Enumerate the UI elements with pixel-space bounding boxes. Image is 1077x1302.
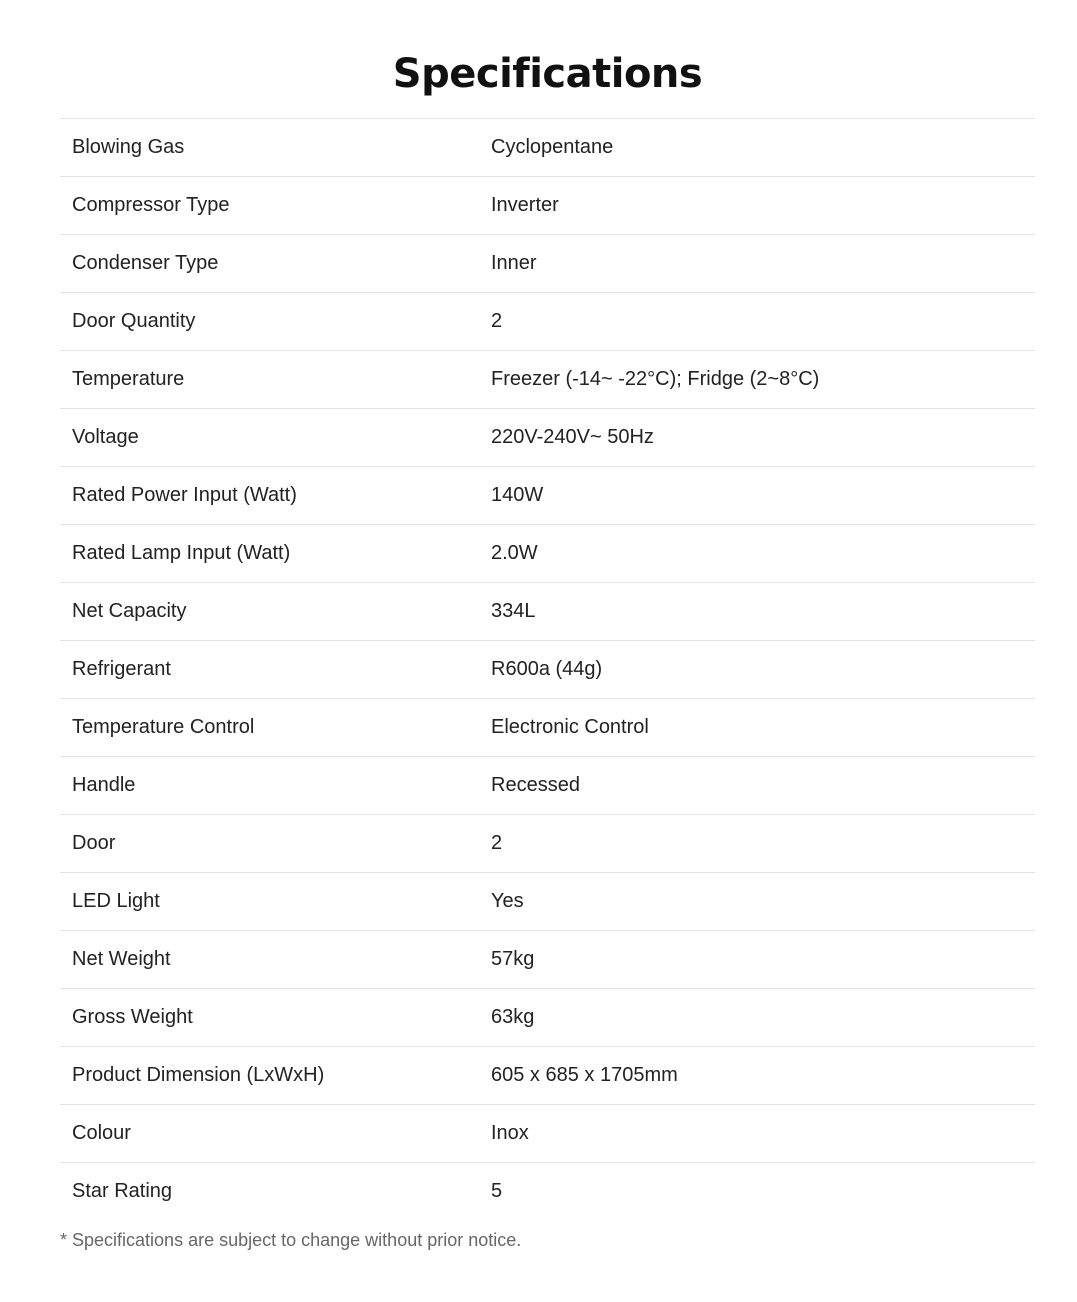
spec-label: Star Rating bbox=[72, 1180, 173, 1202]
spec-label: Net Weight bbox=[72, 948, 171, 970]
spec-row bbox=[60, 177, 1035, 235]
spec-value: 140W bbox=[491, 484, 544, 506]
spec-row bbox=[60, 409, 1035, 467]
spec-label: Condenser Type bbox=[72, 252, 219, 274]
spec-value: Inner bbox=[491, 252, 537, 274]
spec-row bbox=[60, 351, 1035, 409]
spec-value: 57kg bbox=[491, 948, 535, 970]
page-title: Specifications bbox=[392, 51, 703, 97]
spec-value: 2 bbox=[491, 832, 503, 854]
spec-row bbox=[60, 467, 1035, 525]
spec-row bbox=[60, 1163, 1035, 1220]
spec-row bbox=[60, 641, 1035, 699]
spec-label: Handle bbox=[72, 774, 136, 796]
spec-label: Colour bbox=[72, 1122, 131, 1144]
spec-row bbox=[60, 989, 1035, 1047]
spec-label: Door bbox=[72, 832, 116, 854]
spec-label: Gross Weight bbox=[72, 1006, 193, 1028]
spec-row bbox=[60, 757, 1035, 815]
spec-row bbox=[60, 931, 1035, 989]
spec-row bbox=[60, 583, 1035, 641]
disclaimer-footnote: * Specifications are subject to change without prior notice. bbox=[60, 1230, 522, 1250]
spec-value: 5 bbox=[491, 1180, 503, 1202]
spec-label: Rated Power Input (Watt) bbox=[72, 484, 297, 506]
spec-label: Temperature bbox=[72, 368, 185, 390]
spec-value: Inox bbox=[491, 1122, 529, 1144]
spec-row bbox=[60, 1047, 1035, 1105]
spec-label: Rated Lamp Input (Watt) bbox=[72, 542, 291, 564]
spec-label: Product Dimension (LxWxH) bbox=[72, 1064, 325, 1086]
spec-row bbox=[60, 699, 1035, 757]
spec-label: Blowing Gas bbox=[72, 136, 185, 158]
spec-label: LED Light bbox=[72, 890, 160, 912]
spec-label: Temperature Control bbox=[72, 716, 255, 738]
spec-label: Refrigerant bbox=[72, 658, 171, 680]
spec-value: Inverter bbox=[491, 194, 559, 216]
spec-value: 605 x 685 x 1705mm bbox=[491, 1064, 678, 1086]
spec-row bbox=[60, 119, 1035, 177]
spec-row bbox=[60, 293, 1035, 351]
spec-value: Recessed bbox=[491, 774, 580, 796]
spec-row bbox=[60, 815, 1035, 873]
spec-value: Freezer (-14~ -22°C); Fridge (2~8°C) bbox=[491, 368, 820, 390]
spec-table bbox=[60, 118, 1035, 1220]
spec-label: Compressor Type bbox=[72, 194, 230, 216]
spec-row bbox=[60, 873, 1035, 931]
spec-value: 334L bbox=[491, 600, 536, 622]
spec-row bbox=[60, 235, 1035, 293]
spec-row bbox=[60, 1105, 1035, 1163]
spec-value: Cyclopentane bbox=[491, 136, 614, 158]
spec-label: Voltage bbox=[72, 426, 139, 448]
spec-label: Door Quantity bbox=[72, 310, 196, 332]
spec-value: Electronic Control bbox=[491, 716, 649, 738]
spec-value: 2.0W bbox=[491, 542, 538, 564]
spec-value: 2 bbox=[491, 310, 503, 332]
spec-value: 220V-240V~ 50Hz bbox=[491, 426, 654, 448]
spec-value: R600a (44g) bbox=[491, 658, 603, 680]
spec-row bbox=[60, 525, 1035, 583]
spec-value: 63kg bbox=[491, 1006, 535, 1028]
spec-value: Yes bbox=[491, 890, 524, 912]
spec-label: Net Capacity bbox=[72, 600, 187, 622]
